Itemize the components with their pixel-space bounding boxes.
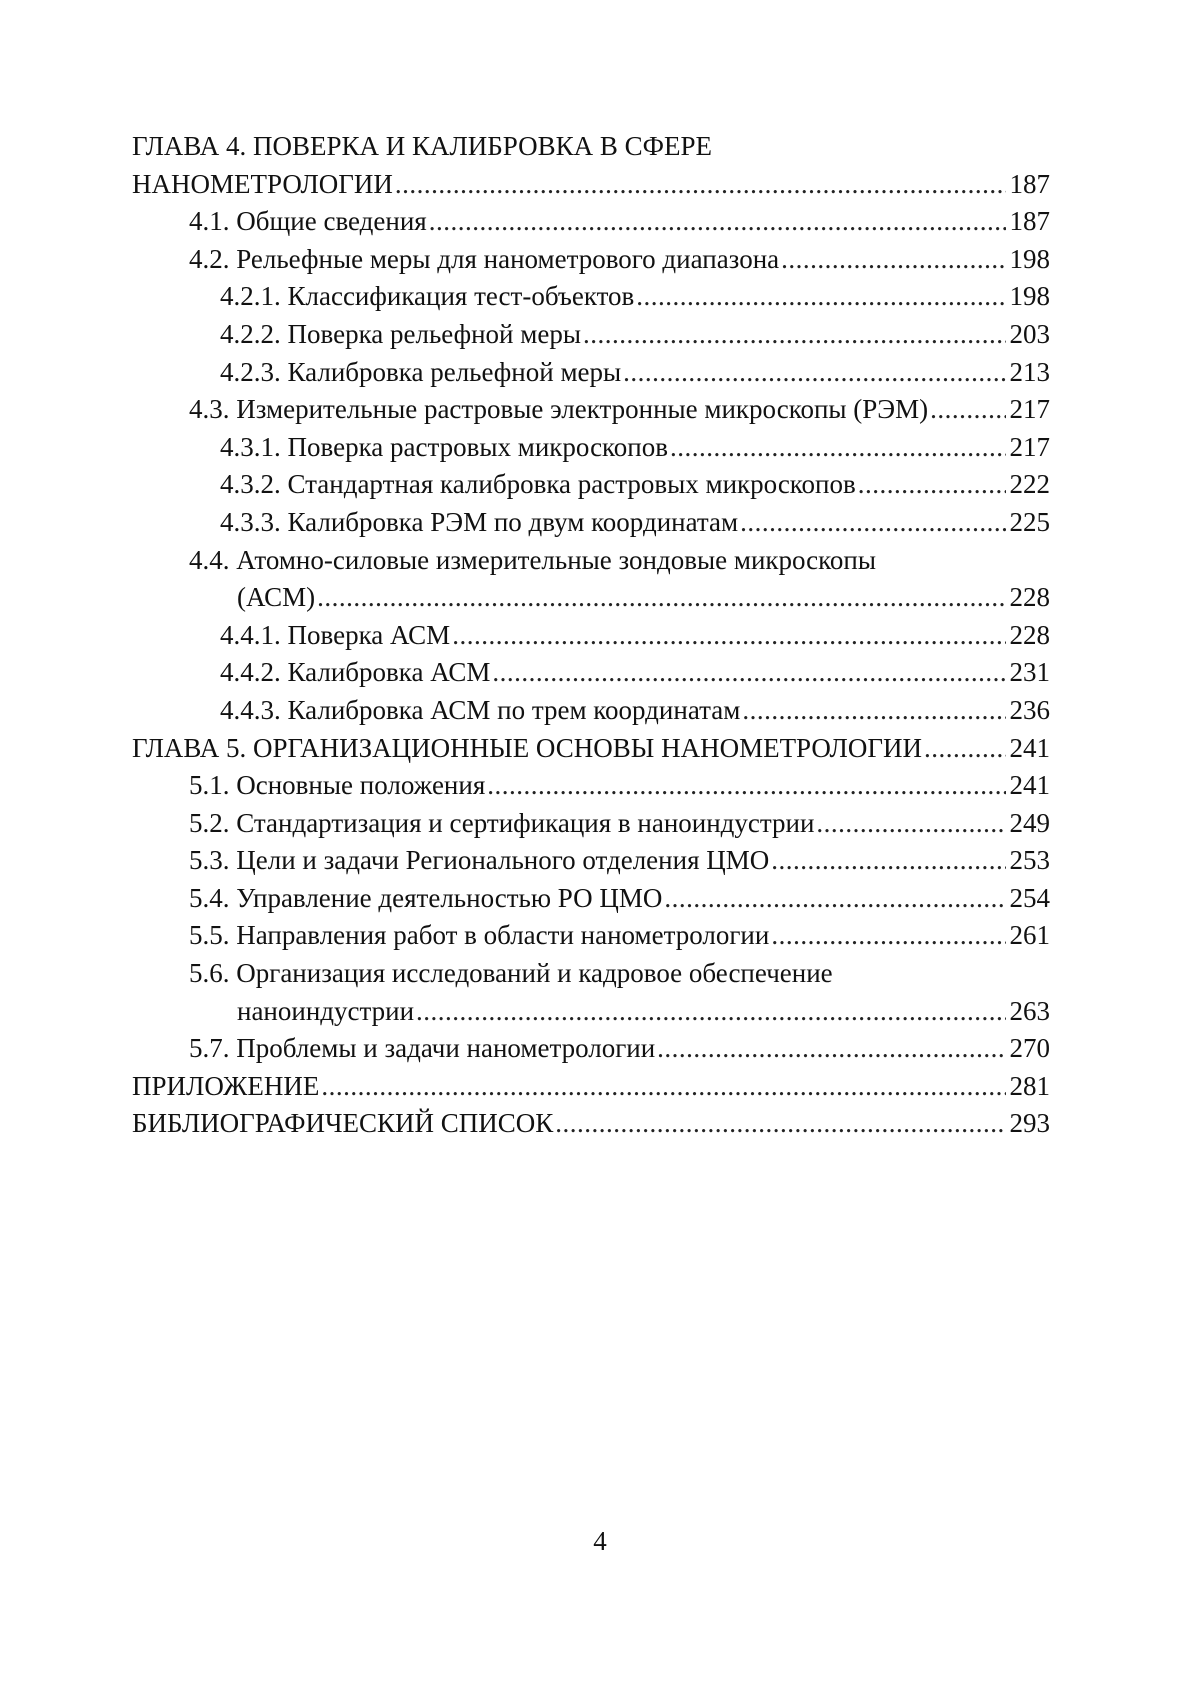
toc-entry-page: 293 <box>1009 1108 1050 1139</box>
dot-leader <box>623 354 1005 392</box>
toc-entry <box>132 993 1050 1031</box>
toc-entry-title: 4.2.2. Поверка рельефной меры <box>220 318 581 349</box>
toc-entry-title: ПРИЛОЖЕНИЕ <box>132 1070 320 1101</box>
toc-entry-page: 222 <box>1009 469 1050 500</box>
dot-leader <box>429 203 1006 241</box>
toc-entry-title: 4.3.2. Стандартная калибровка растровых микроскопов <box>220 469 856 500</box>
toc-entry-title: ГЛАВА 4. ПОВЕРКА И КАЛИБРОВКА В СФЕРЕ <box>132 131 712 161</box>
toc-entry-page: 203 <box>1009 318 1050 349</box>
toc-entry-title: 4.4.2. Калибровка АСМ <box>220 657 491 688</box>
toc-entry-title: 4.2.3. Калибровка рельефной меры <box>220 356 622 387</box>
toc-entry-page: 254 <box>1009 882 1050 913</box>
toc-entry-page: 241 <box>1009 732 1050 763</box>
dot-leader <box>555 1105 1005 1143</box>
toc-entry <box>132 842 1050 880</box>
toc-entry-title: НАНОМЕТРОЛОГИИ <box>132 168 393 199</box>
dot-leader <box>487 767 1005 805</box>
toc-entry-title: БИБЛИОГРАФИЧЕСКИЙ СПИСОК <box>132 1108 554 1139</box>
toc-entry-title: (АСМ) <box>237 582 316 613</box>
toc-entry-title: 5.2. Стандартизация и сертификация в наноиндустрии <box>189 807 815 838</box>
dot-leader <box>858 466 1006 504</box>
toc-entry <box>132 391 1050 429</box>
page-number: 4 <box>593 1526 607 1556</box>
toc-entry-title: 5.4. Управление деятельностью РО ЦМО <box>189 882 663 913</box>
dot-leader <box>771 842 1005 880</box>
toc-entry <box>132 692 1050 730</box>
dot-leader <box>742 692 1005 730</box>
dot-leader <box>781 241 1005 279</box>
toc-entry-page: 187 <box>1009 206 1050 237</box>
dot-leader <box>664 880 1005 918</box>
toc-entry <box>132 466 1050 504</box>
toc-entry <box>132 880 1050 918</box>
toc-entry-title: 5.5. Направления работ в области нанометрологии <box>189 920 770 951</box>
dot-leader <box>395 166 1006 204</box>
table-of-contents <box>132 128 1050 1143</box>
toc-entry-page: 249 <box>1009 807 1050 838</box>
dot-leader <box>636 278 1005 316</box>
toc-entry <box>132 203 1050 241</box>
toc-entry-page: 217 <box>1009 431 1050 462</box>
toc-entry-title: 4.1. Общие сведения <box>189 206 427 237</box>
toc-entry-page: 261 <box>1009 920 1050 951</box>
toc-entry-title: 4.3.3. Калибровка РЭМ по двум координатам <box>220 506 739 537</box>
toc-entry-page: 198 <box>1009 243 1050 274</box>
toc-entry-title: 5.7. Проблемы и задачи нанометрологии <box>189 1033 656 1064</box>
toc-entry <box>132 805 1050 843</box>
toc-entry <box>132 316 1050 354</box>
toc-entry-title: 5.6. Организация исследований и кадровое обеспечение <box>189 958 833 989</box>
toc-entry-title: 4.2.1. Классификация тест-объектов <box>220 281 635 312</box>
dot-leader <box>416 993 1005 1031</box>
toc-entry-title: 5.3. Цели и задачи Регионального отделения ЦМО <box>189 845 770 876</box>
dot-leader <box>657 1030 1005 1068</box>
toc-entry-page: 236 <box>1009 694 1050 725</box>
toc-entry <box>132 278 1050 316</box>
toc-entry <box>132 1068 1050 1106</box>
toc-entry-page: 228 <box>1009 582 1050 613</box>
toc-entry-title: 4.4. Атомно-силовые измерительные зондовые микроскопы <box>189 544 876 575</box>
toc-entry-page: 225 <box>1009 506 1050 537</box>
toc-entry <box>132 654 1050 692</box>
dot-leader <box>583 316 1006 354</box>
toc-entry-page: 217 <box>1009 394 1050 425</box>
toc-entry-page: 263 <box>1009 995 1050 1026</box>
dot-leader <box>816 805 1005 843</box>
toc-entry <box>132 1030 1050 1068</box>
toc-entry <box>132 917 1050 955</box>
toc-entry-page: 198 <box>1009 281 1050 312</box>
toc-entry-title: наноиндустрии <box>237 995 415 1026</box>
toc-entry-page: 241 <box>1009 770 1050 801</box>
toc-entry-title: ГЛАВА 5. ОРГАНИЗАЦИОННЫЕ ОСНОВЫ НАНОМЕТРОЛОГИИ <box>132 732 922 763</box>
toc-entry <box>132 617 1050 655</box>
toc-entry-title: 4.4.1. Поверка АСМ <box>220 619 451 650</box>
toc-entry-page: 231 <box>1009 657 1050 688</box>
dot-leader <box>492 654 1005 692</box>
toc-entry <box>132 504 1050 542</box>
toc-entry-page: 187 <box>1009 168 1050 199</box>
toc-entry-page: 253 <box>1009 845 1050 876</box>
toc-entry-page: 281 <box>1009 1070 1050 1101</box>
toc-entry <box>132 542 1050 580</box>
dot-leader <box>740 504 1005 542</box>
dot-leader <box>317 579 1005 617</box>
toc-entry <box>132 241 1050 279</box>
toc-entry <box>132 767 1050 805</box>
dot-leader <box>924 730 1006 768</box>
toc-entry-title: 4.3. Измерительные растровые электронные микроскопы (РЭМ) <box>189 394 929 425</box>
toc-entry <box>132 128 1050 166</box>
dot-leader <box>930 391 1005 429</box>
toc-entry <box>132 730 1050 768</box>
toc-entry-page: 270 <box>1009 1033 1050 1064</box>
toc-entry-title: 4.2. Рельефные меры для нанометрового диапазона <box>189 243 780 274</box>
toc-entry <box>132 429 1050 467</box>
toc-entry <box>132 166 1050 204</box>
toc-entry <box>132 955 1050 993</box>
dot-leader <box>771 917 1005 955</box>
toc-entry <box>132 354 1050 392</box>
toc-entry-page: 213 <box>1009 356 1050 387</box>
dot-leader <box>670 429 1005 467</box>
toc-entry-title: 5.1. Основные положения <box>189 770 486 801</box>
toc-entry-page: 228 <box>1009 619 1050 650</box>
toc-entry-title: 4.3.1. Поверка растровых микроскопов <box>220 431 669 462</box>
toc-entry <box>132 579 1050 617</box>
dot-leader <box>452 617 1005 655</box>
toc-entry <box>132 1105 1050 1143</box>
toc-entry-title: 4.4.3. Калибровка АСМ по трем координатам <box>220 694 741 725</box>
dot-leader <box>321 1068 1005 1106</box>
